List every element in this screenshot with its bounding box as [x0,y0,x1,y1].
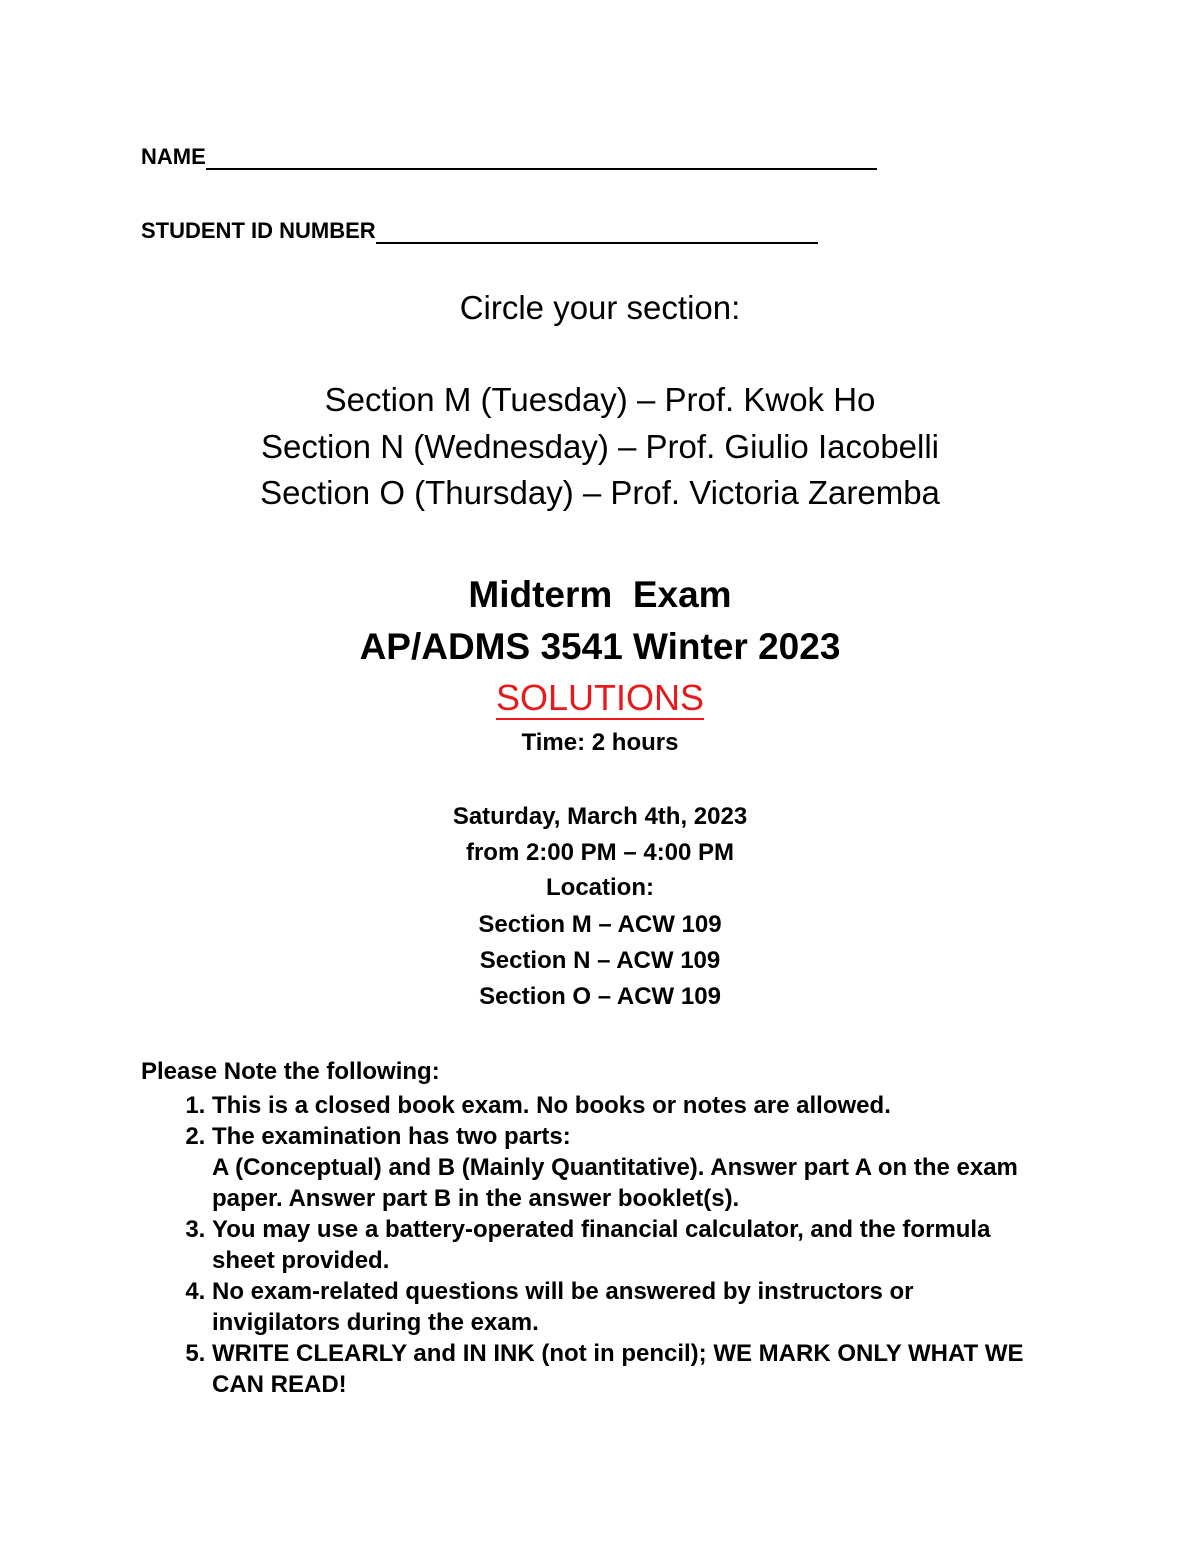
location-label: Location: [546,874,654,901]
note-item: 2. The examination has two parts: A (Conceptual) and B (Mainly Quantitative). Answer part A on the exam paper. Answer part B in the answer booklet(s). [212,1121,1041,1214]
section-option-m: Section M (Tuesday) – Prof. Kwok Ho [324,381,876,418]
note-item: 1. This is a closed book exam. No books or notes are allowed. [212,1090,1041,1121]
exam-title: Midterm Exam [468,574,732,615]
name-label: NAME [141,144,206,169]
solutions-text: SOLUTIONS [495,677,705,718]
location-section-n: Section N – ACW 109 [479,947,721,974]
note-item: 4. No exam-related questions will be answered by instructors or invigilators during the exam. [212,1276,1041,1338]
circle-section-prompt: Circle your section: [459,289,741,326]
solutions-label [0,676,1200,720]
location-section-m: Section M – ACW 109 [478,911,722,938]
notes-heading: Please Note the following: [141,1058,440,1085]
student-id-blank-line [376,220,818,244]
note-item: 5. WRITE CLEARLY and IN INK (not in pencil); WE MARK ONLY WHAT WE CAN READ! [212,1338,1041,1400]
section-option-n: Section N (Wednesday) – Prof. Giulio Iacobelli [260,428,940,465]
exam-hours: from 2:00 PM – 4:00 PM [465,839,735,866]
note-item: 3. You may use a battery-operated financial calculator, and the formula sheet provided. [212,1214,1041,1276]
exam-course: AP/ADMS 3541 Winter 2023 [359,626,841,667]
name-field [141,144,877,170]
name-blank-line [206,146,877,170]
notes-list [141,1090,1041,1400]
student-id-label: STUDENT ID NUMBER [141,218,376,243]
exam-duration: Time: 2 hours [521,729,679,756]
exam-notes [141,1056,1041,1400]
student-id-field [141,218,818,244]
location-section-o: Section O – ACW 109 [479,983,721,1010]
section-option-o: Section O (Thursday) – Prof. Victoria Zaremba [260,474,940,511]
exam-date: Saturday, March 4th, 2023 [452,803,748,830]
